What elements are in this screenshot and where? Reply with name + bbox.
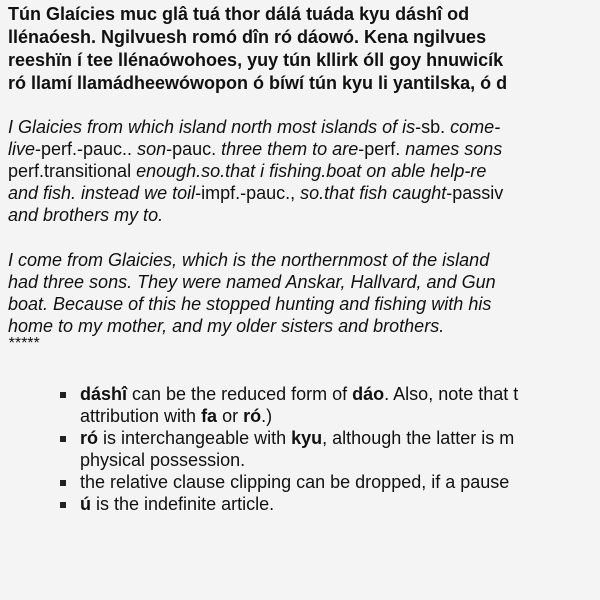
list-item	[58, 427, 600, 471]
bold-term: dáo	[352, 384, 385, 404]
square-bullet-icon	[60, 436, 66, 442]
gloss-line	[8, 204, 600, 226]
bold-term: fa	[201, 406, 218, 426]
text-segment: the relative clause clipping can be dropped, if a pause	[80, 472, 510, 492]
gloss-word: and brothers my to.	[8, 205, 164, 225]
gloss-line	[8, 116, 600, 138]
list-item	[58, 493, 600, 515]
list-item-line	[80, 471, 600, 493]
document-body	[8, 0, 600, 515]
gloss-line	[8, 138, 600, 160]
bold-term: ú	[80, 494, 91, 514]
gloss-tag: -sb.	[415, 117, 451, 137]
native-line: ró llamí llamádheewówopon ó bíwí tún kyu li yantilska, ó d	[8, 73, 508, 93]
gloss-word: live	[8, 139, 36, 159]
list-item	[58, 471, 600, 493]
bold-term: ró	[243, 406, 262, 426]
square-bullet-icon	[60, 392, 66, 398]
text-segment: .)	[261, 406, 273, 426]
gloss-line	[8, 160, 600, 182]
gloss-tag: -perf.	[358, 139, 406, 159]
gloss-tag: -pauc.	[166, 139, 222, 159]
text-segment: is interchangeable with	[98, 428, 292, 448]
list-item-line	[80, 427, 600, 449]
gloss-word: names sons	[405, 139, 503, 159]
gloss-word: come-	[450, 117, 501, 137]
translation-line: had three sons. They were named Anskar, Hallvard, and Gun	[8, 272, 496, 292]
gloss-tag: -impf.-pauc.,	[195, 183, 301, 203]
translation-line: I come from Glaicies, which is the northernmost of the island	[8, 250, 490, 270]
square-bullet-icon	[60, 480, 66, 486]
square-bullet-icon	[60, 502, 66, 508]
gloss-tag: -perf.-pauc..	[35, 139, 138, 159]
list-item-line	[80, 383, 600, 405]
bold-term: dáshî	[80, 384, 128, 404]
list-item-line	[80, 405, 600, 427]
gloss-word: I Glaicies from which island north most islands of is	[8, 117, 416, 137]
gloss-word: and fish. instead we toil	[8, 183, 196, 203]
native-line: llénaóesh. Ngilvuesh romó dîn ró dáowó. Kena ngilvues	[8, 27, 487, 47]
native-line: reeshïn í tee llénaówohoes, yuy tún kllirk óll goy hnuwicík	[8, 50, 504, 70]
list-item-line	[80, 493, 600, 515]
translation-paragraph	[8, 249, 600, 351]
gloss-tag: -passiv	[446, 183, 504, 203]
list-item	[58, 383, 600, 427]
bold-term: ró	[80, 428, 98, 448]
translation-line: boat. Because of this he stopped hunting and fishing with his	[8, 294, 492, 314]
text-segment: . Also, note that t	[384, 384, 519, 404]
native-text-paragraph	[8, 3, 600, 95]
list-item-line	[80, 449, 600, 471]
text-segment: can be the reduced form of	[127, 384, 353, 404]
gloss-line	[8, 182, 600, 204]
native-line: Tún Glaícies muc glâ tuá thor dálá tuáda kyu dáshî od	[8, 4, 470, 24]
gloss-tag: perf.transitional	[8, 161, 137, 181]
text-segment: physical possession.	[80, 450, 246, 470]
text-segment: or	[217, 406, 244, 426]
gloss-word: son	[137, 139, 167, 159]
bold-term: kyu	[291, 428, 323, 448]
notes-list	[8, 383, 600, 515]
translation-line: home to my mother, and my older sisters and brothers.	[8, 316, 445, 336]
gloss-word: three them to are	[221, 139, 359, 159]
gloss-word: so.that fish caught	[300, 183, 447, 203]
gloss-word: enough.so.that i fishing.boat on able help-re	[136, 161, 487, 181]
text-segment: , although the latter is m	[322, 428, 515, 448]
text-segment: is the indefinite article.	[91, 494, 275, 514]
text-segment: attribution with	[80, 406, 202, 426]
interlinear-gloss-paragraph	[8, 116, 600, 226]
separator: *****	[8, 335, 40, 352]
